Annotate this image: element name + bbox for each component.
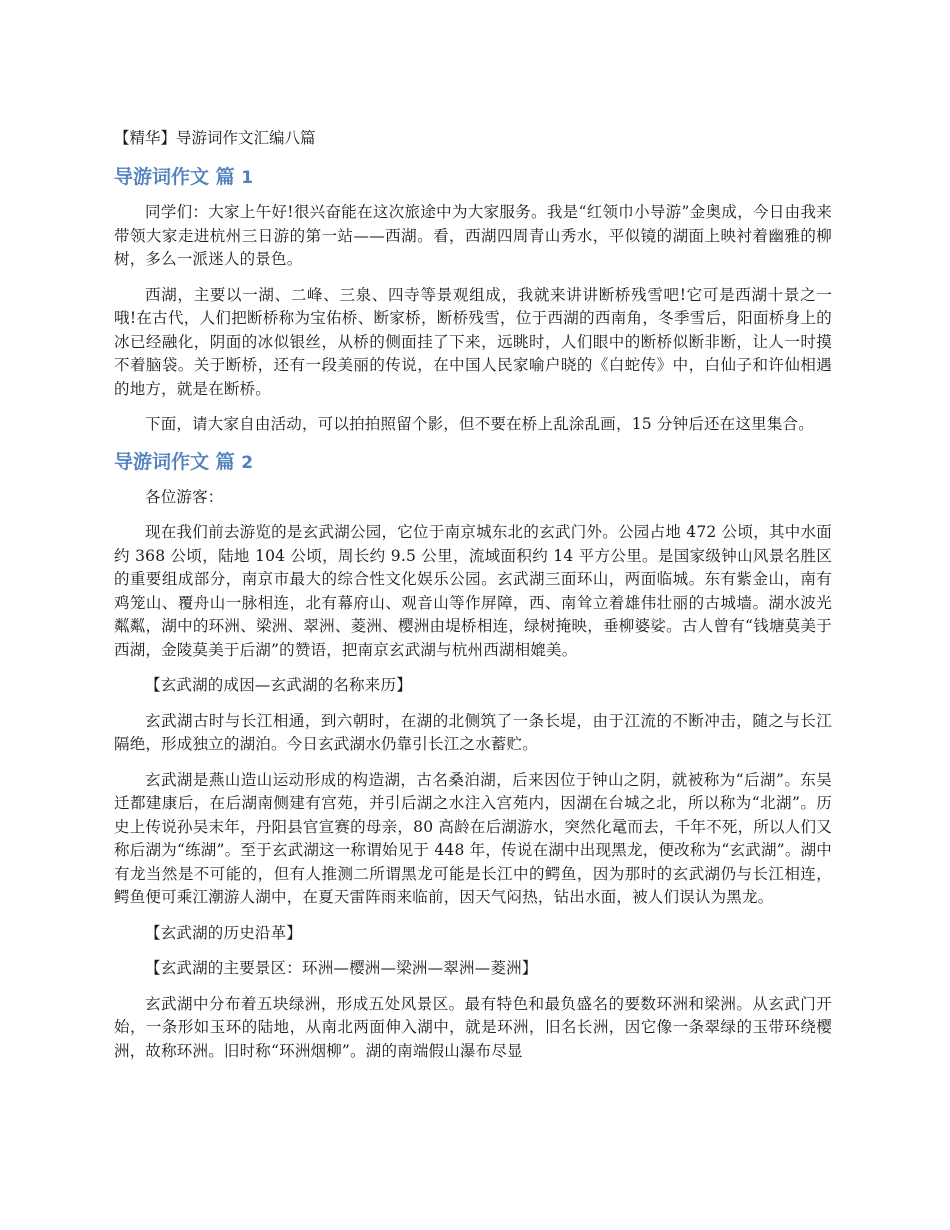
paragraph: 西湖，主要以一湖、二峰、三泉、四寺等景观组成，我就来讲讲断桥残雪吧!它可是西湖十景之一哦!在古代，人们把断桥称为宝佑桥、断家桥，断桥残雪，位于西湖的西南角，冬季雪后，阳面桥身上的冰已经融化，阴面的冰似银丝，从桥的侧面挂了下来，远眺时，人们眼中的断桥似断非断，让人一时摸不着脑袋。关于断桥，还有一段美丽的传说，在中国人民家喻户晓的《白蛇传》中，白仙子和许仙相遇的地方，就是在断桥。 [114,285,832,398]
section-number: 2 [241,452,254,473]
section-heading [114,449,832,476]
section-1 [114,164,832,437]
document-title: 【精华】导游词作文汇编八篇 [114,129,316,147]
section-heading [114,164,832,191]
paragraph: 各位游客： [145,487,224,506]
section-2 [114,449,832,1064]
subheading-paragraph: 【玄武湖的主要景区：环洲—樱洲—梁洲—翠洲—菱洲】 [145,959,538,977]
section-heading-text: 导游词作文 篇 [114,450,235,473]
section-number: 1 [241,168,254,188]
paragraph: 玄武湖古时与长江相通，到六朝时，在湖的北侧筑了一条长堤，由于江流的不断冲击，随之与长江隔绝，形成独立的湖泊。今日玄武湖水仍靠引长江之水蓄贮。 [114,711,832,753]
paragraph: 玄武湖是燕山造山运动形成的构造湖，古名桑泊湖，后来因位于钟山之阴，就被称为“后湖”。东吴迁都建康后，在后湖南侧建有宫苑，并引后湖之水注入宫苑内，因湖在台城之北，所以称为“北湖”。历史上传说孙吴末年，丹阳县官宣赛的母亲，80 高龄在后湖游水，突然化鼋而去，千年不死，所以人们又称后湖为“练湖”。至于玄武湖这一称谓始见于 448 年，传说在湖中出现黑龙，便改称为“玄武湖”。湖中有龙当然是不可能的，但有人推测二所谓黑龙可能是长江中的鳄鱼，因为那时的玄武湖仍与长江相连，鳄鱼便可乘江潮游人湖中，在夏天雷阵雨来临前，因天气闷热，钻出水面，被人们误认为黑龙。 [114,770,832,906]
paragraph: 同学们：大家上午好!很兴奋能在这次旅途中为大家服务。我是“红领巾小导游”金奥成，今日由我来带领大家走进杭州三日游的第一站——西湖。看，西湖四周青山秀水，平似镜的湖面上映衬着幽雅的柳树，多么一派迷人的景色。 [114,203,832,268]
paragraph: 玄武湖中分布着五块绿洲，形成五处风景区。最有特色和最负盛名的要数环洲和梁洲。从玄武门开始，一条形如玉环的陆地，从南北两面伸入湖中，就是环洲，旧名长洲，因它像一条翠绿的玉带环绕樱洲，故称环洲。旧时称“环洲烟柳”。湖的南端假山瀑布尽显 [114,994,832,1060]
subheading-paragraph: 【玄武湖的成因—玄武湖的名称来历】 [145,676,412,694]
paragraph: 现在我们前去游览的是玄武湖公园，它位于南京城东北的玄武门外。公园占地 472 公顷，其中水面约 368 公顷，陆地 104 公顷，周长约 9.5 公里，流域面积约 14 平方公里。是国家级钟山风景名胜区的重要组成部分，南京市最大的综合性文化娱乐公园。玄武湖三面环山，两面临城。东有紫金山，南有鸡笼山、覆舟山一脉相连，北有幕府山、观音山等作屏障，西、南耸立着雄伟壮丽的古城墙。湖水波光粼粼，湖中的环洲、梁洲、翠洲、菱洲、樱洲由堤桥相连，绿树掩映，垂柳婆娑。古人曾有“钱塘莫美于西湖，金陵莫美于后湖”的赞语，把南京玄武湖与杭州西湖相媲美。 [114,523,832,659]
paragraph: 下面，请大家自由活动，可以拍拍照留个影，但不要在桥上乱涂乱画，15 分钟后还在这里集合。 [145,415,814,433]
subheading-paragraph: 【玄武湖的历史沿革】 [145,923,303,942]
section-heading-text: 导游词作文 篇 [114,166,235,188]
